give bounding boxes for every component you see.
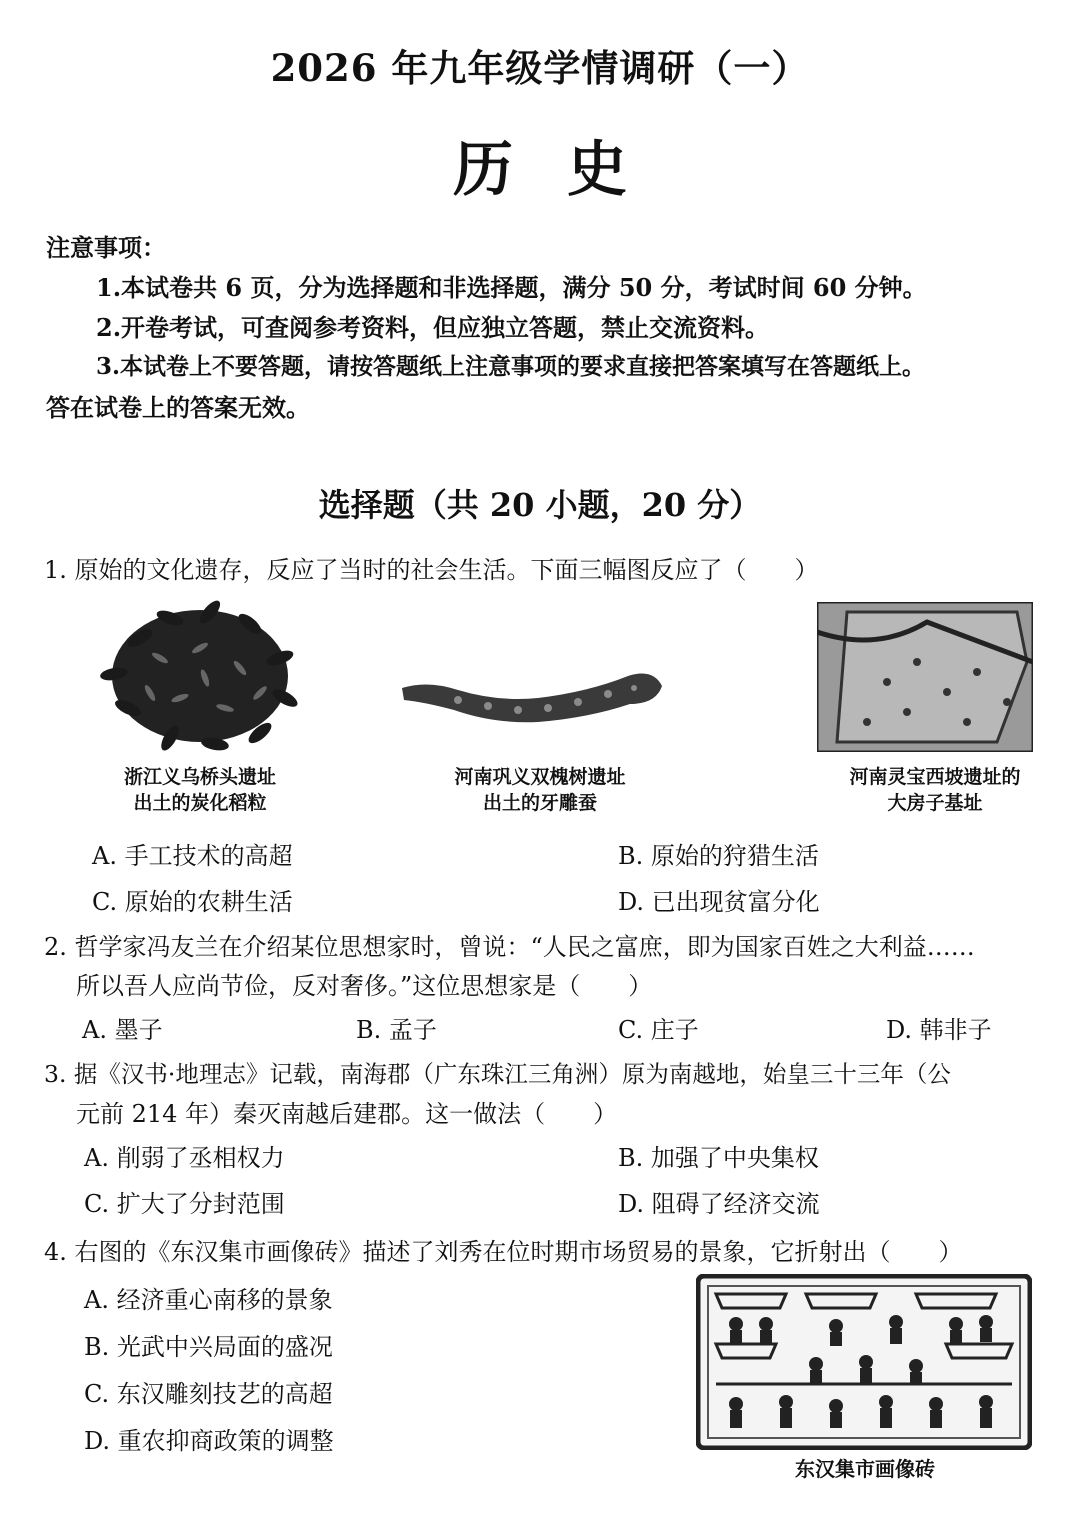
figure-silkworm-caption bbox=[430, 764, 650, 816]
question-2-option-d: D. 韩非子 bbox=[886, 1016, 992, 1044]
question-3-stem-line-1: 3. 据《汉书·地理志》记载，南海郡（广东珠江三角洲）原为南越地，始皇三十三年（公 bbox=[44, 1060, 951, 1088]
subject-title: 历史 bbox=[453, 135, 681, 205]
notice-item-3: 3.本试卷上不要答题，请按答题纸上注意事项的要求直接把答案填写在答题纸上。 bbox=[96, 353, 926, 380]
question-2-option-b: B. 孟子 bbox=[356, 1016, 437, 1044]
question-1-option-a: A. 手工技术的高超 bbox=[92, 842, 293, 870]
exam-title: 2026 年九年级学情调研（一） bbox=[270, 46, 810, 90]
question-4-option-a: A. 经济重心南移的景象 bbox=[84, 1286, 333, 1314]
figure-rice-grains bbox=[100, 598, 300, 753]
section-title: 选择题（共 20 小题，20 分） bbox=[318, 486, 762, 524]
figure-rice-caption bbox=[90, 764, 310, 816]
question-4-option-d: D. 重农抑商政策的调整 bbox=[84, 1427, 334, 1455]
question-4-option-c: C. 东汉雕刻技艺的高超 bbox=[84, 1380, 333, 1408]
figure-house-caption-line-2: 大房子基址 bbox=[887, 792, 983, 814]
question-3-option-d: D. 阻碍了经济交流 bbox=[618, 1190, 820, 1218]
notice-item-3-cont: 答在试卷上的答案无效。 bbox=[46, 393, 310, 422]
question-3-option-c: C. 扩大了分封范围 bbox=[84, 1190, 285, 1218]
figure-house-caption-line-1: 河南灵宝西坡遗址的 bbox=[849, 766, 1021, 788]
notice-item-2: 2.开卷考试，可查阅参考资料，但应独立答题，禁止交流资料。 bbox=[96, 313, 770, 342]
question-3-option-b: B. 加强了中央集权 bbox=[618, 1144, 819, 1172]
question-3-option-a: A. 削弱了丞相权力 bbox=[84, 1144, 285, 1172]
question-2-option-a: A. 墨子 bbox=[82, 1016, 163, 1044]
figure-rice-caption-line-2: 出土的炭化稻粒 bbox=[133, 792, 267, 814]
figure-house-caption bbox=[825, 764, 1045, 816]
question-3-stem-line-2: 元前 214 年）秦灭南越后建郡。这一做法（ ） bbox=[76, 1100, 618, 1128]
question-2-stem-line-1: 2. 哲学家冯友兰在介绍某位思想家时，曾说：“人民之富庶，即为国家百姓之大利益…… bbox=[44, 933, 975, 961]
question-2-option-c: C. 庄子 bbox=[618, 1016, 699, 1044]
question-1-option-c: C. 原始的农耕生活 bbox=[92, 888, 293, 916]
notice-heading: 注意事项： bbox=[46, 233, 166, 262]
question-4-option-b: B. 光武中兴局面的盛况 bbox=[84, 1333, 333, 1361]
question-4-stem: 4. 右图的《东汉集市画像砖》描述了刘秀在位时期市场贸易的景象，它折射出（ ） bbox=[44, 1238, 963, 1266]
figure-market-brick bbox=[696, 1274, 1032, 1450]
figure-house-foundation bbox=[817, 602, 1033, 752]
notice-item-1: 1.本试卷共 6 页，分为选择题和非选择题，满分 50 分，考试时间 60 分钟。 bbox=[96, 273, 927, 302]
question-1-option-d: D. 已出现贫富分化 bbox=[618, 888, 820, 916]
question-2-stem-line-2: 所以吾人应尚节俭，反对奢侈。”这位思想家是（ ） bbox=[76, 972, 653, 1000]
question-1-option-b: B. 原始的狩猎生活 bbox=[618, 842, 819, 870]
figure-market-caption: 东汉集市画像砖 bbox=[795, 1457, 935, 1481]
figure-silkworm-caption-line-2: 出土的牙雕蚕 bbox=[482, 792, 597, 814]
question-1-stem: 1. 原始的文化遗存，反应了当时的社会生活。下面三幅图反应了（ ） bbox=[44, 556, 819, 584]
figure-ivory-silkworm bbox=[398, 652, 666, 732]
figure-silkworm-caption-line-1: 河南巩义双槐树遗址 bbox=[454, 766, 626, 788]
figure-rice-caption-line-1: 浙江义乌桥头遗址 bbox=[123, 766, 276, 788]
